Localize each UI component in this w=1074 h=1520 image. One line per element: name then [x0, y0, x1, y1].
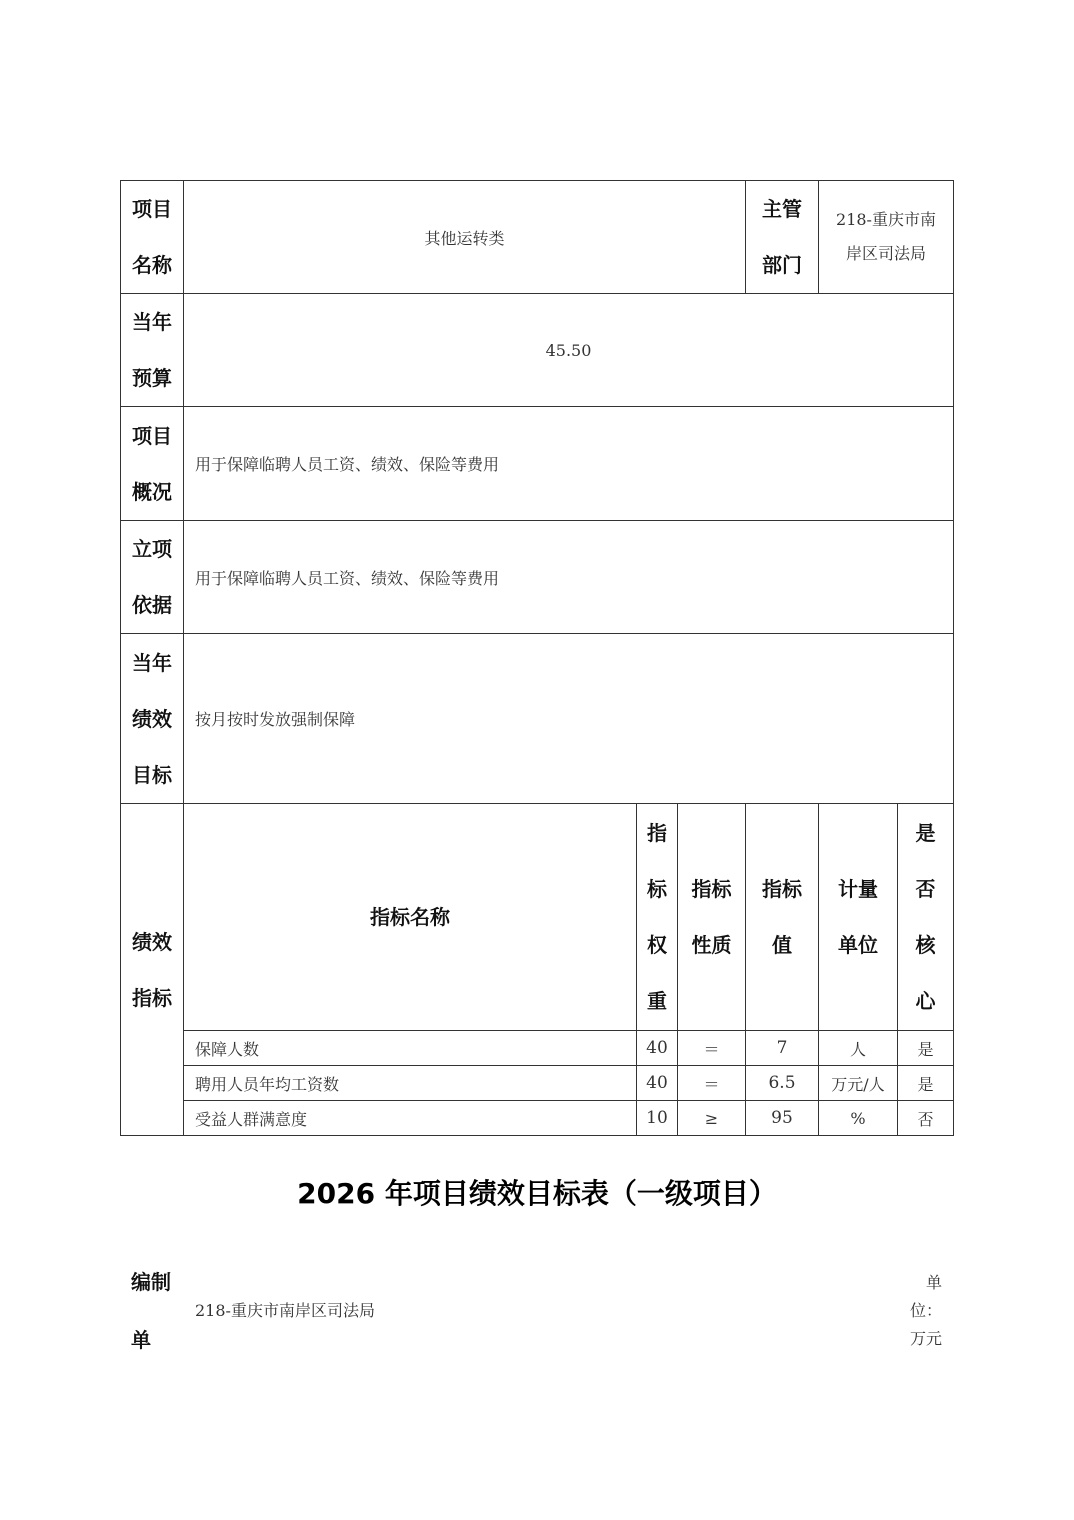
indicator-unit-cell: %: [818, 1100, 898, 1136]
unit-label-1: 单: [926, 1273, 943, 1292]
header-name: [183, 803, 637, 1031]
basis-label: [120, 520, 184, 634]
header-unit: [818, 803, 898, 1031]
indicator-weight-cell: 40: [636, 1030, 678, 1066]
page-title: 2026 年项目绩效目标表（一级项目）: [297, 1177, 777, 1210]
header-text: 指标权重: [647, 821, 667, 1013]
budget-label: [120, 293, 184, 407]
indicator-name-cell: 受益人群满意度: [183, 1100, 637, 1136]
label-text: 立项依据: [132, 537, 172, 617]
header-core: [897, 803, 954, 1031]
indicators-label: [120, 803, 184, 1136]
header-text: 指标值: [762, 877, 802, 957]
indicator-weight-cell: 10: [636, 1100, 678, 1136]
indicator-value-cell: 95: [745, 1100, 819, 1136]
goal-value: 按月按时发放强制保障: [183, 633, 954, 804]
label-text: 绩效指标: [132, 929, 172, 1010]
budget-value: 45.50: [183, 293, 954, 407]
dept-value: 218-重庆市南岸区司法局: [818, 180, 954, 294]
header-text: 计量单位: [838, 877, 878, 957]
indicator-value-cell: 7: [745, 1030, 819, 1066]
label-text: 项目概况: [132, 423, 172, 504]
header-weight: [636, 803, 678, 1031]
header-nature: [677, 803, 746, 1031]
indicator-nature-cell: ＝: [677, 1030, 746, 1066]
label-text: 主管部门: [762, 197, 802, 277]
dept-label: [745, 180, 819, 294]
indicator-value-cell: 6.5: [745, 1065, 819, 1101]
indicator-unit-cell: 万元/人: [818, 1065, 898, 1101]
project-name-label: [120, 180, 184, 294]
basis-value: 用于保障临聘人员工资、绩效、保险等费用: [183, 520, 954, 634]
header-text: 指标性质: [691, 877, 732, 957]
org-value: 218-重庆市南岸区司法局: [195, 1301, 375, 1320]
indicator-weight-cell: 40: [636, 1065, 678, 1101]
indicator-nature-cell: ≥: [677, 1100, 746, 1136]
indicator-nature-cell: ＝: [677, 1065, 746, 1101]
header-text: 是否核心: [915, 821, 936, 1013]
overview-value: 用于保障临聘人员工资、绩效、保险等费用: [183, 406, 954, 521]
label-text: 项目名称: [132, 197, 172, 277]
indicator-unit-cell: 人: [818, 1030, 898, 1066]
indicator-name-cell: 保障人数: [183, 1030, 637, 1066]
goal-label: [120, 633, 184, 804]
unit-value: 万元: [910, 1329, 943, 1348]
label-text: 当年绩效目标: [132, 650, 172, 787]
project-name: 其他运转类: [183, 180, 746, 294]
indicator-core-cell: 否: [897, 1100, 954, 1136]
indicator-core-cell: 是: [897, 1065, 954, 1101]
header-text: 指标名称: [370, 905, 450, 929]
header-value: [745, 803, 819, 1031]
label-text: 当年预算: [132, 310, 172, 390]
org-label-1: 编制: [131, 1270, 171, 1294]
indicator-name-cell: 聘用人员年均工资数: [183, 1065, 637, 1101]
overview-label: [120, 406, 184, 521]
unit-label-2: 位：: [910, 1301, 943, 1320]
org-label-2: 单: [131, 1328, 151, 1352]
indicator-core-cell: 是: [897, 1030, 954, 1066]
